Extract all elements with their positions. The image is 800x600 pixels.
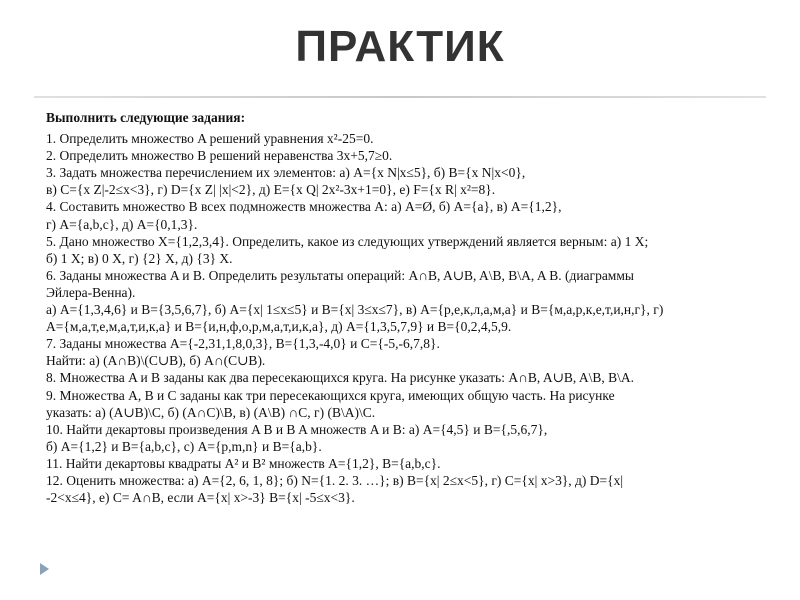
title-divider xyxy=(34,96,766,98)
task-line: 4. Составить множество B всех подмножеств множества A: а) A=Ø, б) A={a}, в) A={1,2}, xyxy=(46,199,562,215)
task-line: Эйлера-Венна). xyxy=(46,284,136,300)
task-line: A={м,а,т,е,м,а,т,и,к,а} и B={и,н,ф,о,р,м,а,т,и,к,а}, д) A={1,3,5,7,9} и B={0,2,4,5,9. xyxy=(46,319,512,335)
task-line: г) A={a,b,c}, д) A={0,1,3}. xyxy=(46,216,198,232)
task-line: 8. Множества A и B заданы как два пересекающихся круга. На рисунке указать: A∩B, A∪B, A\B, B\A. xyxy=(46,370,635,386)
task-line: -2<x≤4}, е) C= A∩B, если A={x| x>-3} B={x| -5≤x<3}. xyxy=(46,490,355,506)
task-line: а) A={1,3,4,6} и B={3,5,6,7}, б) A={x| 1≤x≤5} и B={x| 3≤x≤7}, в) A={р,е,к,л,а,м,а} и B={м,а,р,к,е,т,и,н,г}, г) xyxy=(46,302,664,318)
task-line: указать: а) (A∪B)\C, б) (A∩C)\B, в) (A\B) ∩C, г) (B\A)\C. xyxy=(46,404,376,420)
task-line: 5. Дано множество X={1,2,3,4}. Определить, какое из следующих утверждений является верным: а) 1 X; xyxy=(46,233,649,249)
task-line: 9. Множества A, B и C заданы как три пересекающихся круга, имеющих общую часть. На рисунке xyxy=(46,387,615,403)
task-line: б) 1 X; в) 0 X, г) {2} X, д) {3} X. xyxy=(46,250,233,266)
task-line: 12. Оценить множества: а) A={2, 6, 1, 8}; б) N={1. 2. 3. …}; в) B={x| 2≤x<5}, г) C={x| x>3}, д) D={x| xyxy=(46,472,624,488)
task-list xyxy=(46,109,770,506)
task-line: Найти: а) (A∩B)\(C∪B), б) A∩(C∪B). xyxy=(46,353,266,369)
task-line: 10. Найти декартовы произведения A B и B A множеств A и B: а) A={4,5} и B={,5,6,7}, xyxy=(46,421,548,437)
task-line: в) C={x Z|-2≤x<3}, г) D={x Z| |x|<2}, д) E={x Q| 2x²-3x+1=0}, е) F={x R| x²=8}. xyxy=(46,182,496,198)
task-line: 7. Заданы множества A={-2,31,1,8,0,3}, B={1,3,-4,0} и C={-5,-6,7,8}. xyxy=(46,336,440,352)
task-line: 1. Определить множество A решений уравнения x²-25=0. xyxy=(46,131,374,147)
task-line: 11. Найти декартовы квадраты A² и B² множеств A={1,2}, B={a,b,c}. xyxy=(46,455,441,471)
task-line: б) A={1,2} и B={a,b,c}, с) A={p,m,n} и B={a,b}. xyxy=(46,438,322,454)
task-line: 2. Определить множество B решений неравенства 3x+5,7≥0. xyxy=(46,148,393,164)
task-heading: Выполнить следующие задания: xyxy=(46,110,246,125)
triangle-bullet-icon xyxy=(40,563,49,575)
task-line: 6. Заданы множества A и B. Определить результаты операций: A∩B, A∪B, A\B, B\A, A B. (диаграммы xyxy=(46,267,634,283)
slide-title: ПРАКТИК xyxy=(295,22,505,71)
task-line: 3. Задать множества перечислением их элементов: а) A={x N|x≤5}, б) B={x N|x<0}, xyxy=(46,165,526,181)
